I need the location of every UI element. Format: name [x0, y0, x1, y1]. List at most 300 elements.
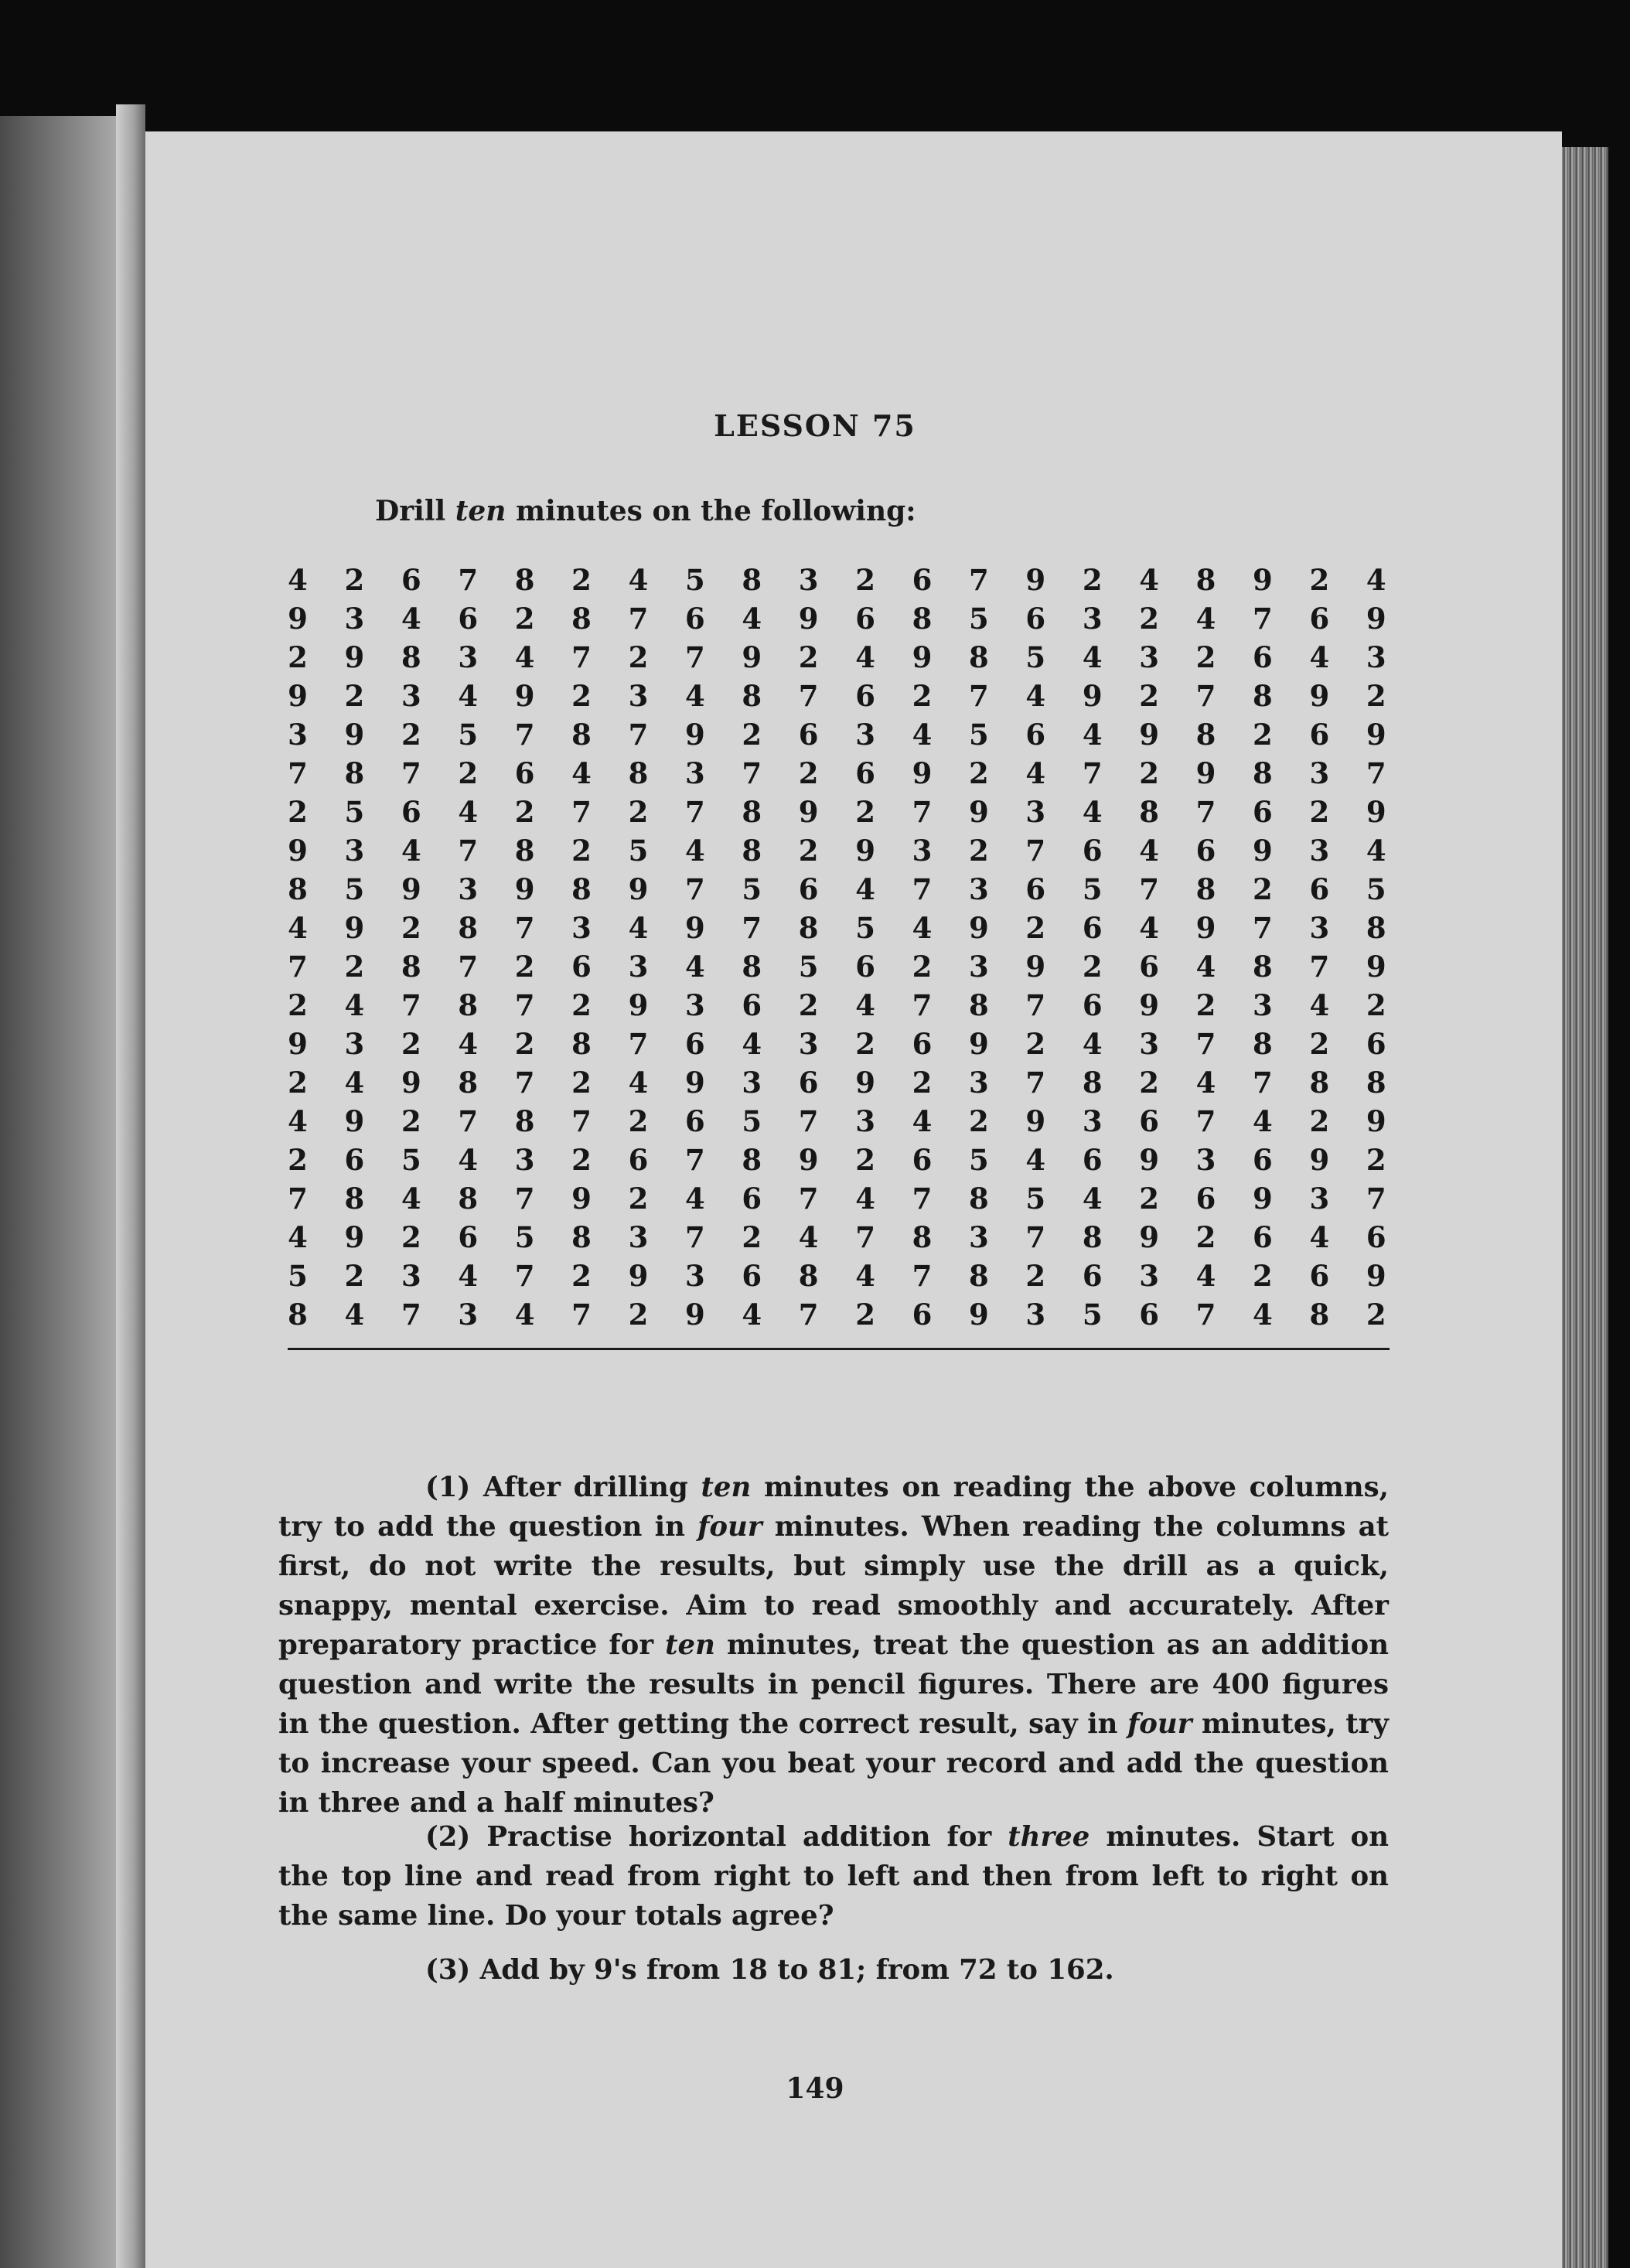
digit-cell: 9	[1366, 718, 1386, 752]
digit-cell: 9	[684, 1066, 705, 1100]
digit-cell: 8	[742, 679, 762, 713]
digit-cell: 2	[1366, 988, 1386, 1022]
digit-cell: 6	[401, 563, 421, 597]
digit-cell: 5	[344, 795, 365, 829]
p2-emphasis-1: three	[1008, 1821, 1090, 1853]
digit-cell: 7	[912, 1182, 933, 1216]
digit-cell: 3	[344, 834, 365, 868]
digit-row	[275, 1063, 1400, 1102]
digit-cell: 6	[1309, 872, 1330, 906]
digit-cell: 7	[571, 795, 592, 829]
digit-cell: 2	[798, 640, 819, 674]
digit-cell: 8	[458, 988, 479, 1022]
digit-cell: 5	[458, 718, 479, 752]
digit-cell: 8	[969, 988, 989, 1022]
digit-cell: 4	[1366, 834, 1386, 868]
digit-cell: 3	[344, 1027, 365, 1061]
digit-cell: 3	[628, 950, 649, 984]
digit-cell: 8	[458, 1182, 479, 1216]
digit-cell: 8	[1082, 1066, 1103, 1100]
digit-cell: 4	[1025, 1143, 1046, 1177]
digit-cell: 4	[855, 1182, 875, 1216]
digit-cell: 4	[401, 1182, 421, 1216]
p2-text-1: Practise horizontal addition for	[470, 1821, 1008, 1853]
digit-cell: 8	[742, 834, 762, 868]
digit-cell: 4	[571, 756, 592, 790]
digit-cell: 9	[628, 988, 649, 1022]
digit-cell: 2	[1195, 1220, 1216, 1254]
digit-cell: 8	[1195, 872, 1216, 906]
digit-cell: 2	[401, 1104, 421, 1138]
digit-cell: 7	[1253, 911, 1273, 945]
digit-cell: 7	[969, 679, 989, 713]
digit-cell: 3	[1195, 1143, 1216, 1177]
exercise-paragraph-2	[278, 1817, 1389, 1935]
digit-row	[275, 1257, 1400, 1295]
digit-cell: 7	[912, 872, 933, 906]
digit-cell: 2	[1139, 602, 1159, 636]
digit-cell: 6	[742, 1259, 762, 1293]
drill-instruction	[375, 495, 916, 527]
digit-cell: 5	[969, 1143, 989, 1177]
digit-cell: 2	[514, 602, 535, 636]
digit-cell: 2	[798, 756, 819, 790]
digit-cell: 8	[458, 911, 479, 945]
digit-cell: 9	[912, 640, 933, 674]
digit-cell: 7	[1025, 834, 1046, 868]
digit-cell: 2	[571, 834, 592, 868]
digit-cell: 4	[1253, 1104, 1273, 1138]
digit-cell: 4	[855, 640, 875, 674]
digit-cell: 5	[969, 718, 989, 752]
digit-cell: 2	[855, 1298, 875, 1332]
digit-cell: 2	[1025, 911, 1046, 945]
digit-cell: 8	[1082, 1220, 1103, 1254]
digit-cell: 7	[288, 1182, 308, 1216]
digit-cell: 2	[855, 795, 875, 829]
digit-cell: 7	[1195, 795, 1216, 829]
digit-cell: 9	[288, 834, 308, 868]
digit-cell: 8	[798, 1259, 819, 1293]
digit-cell: 6	[1253, 795, 1273, 829]
digit-cell: 2	[855, 563, 875, 597]
digit-cell: 9	[1253, 834, 1273, 868]
digit-cell: 7	[969, 563, 989, 597]
digit-cell: 5	[1025, 1182, 1046, 1216]
digit-cell: 8	[912, 602, 933, 636]
digit-cell: 8	[288, 872, 308, 906]
digit-cell: 4	[855, 1259, 875, 1293]
digit-cell: 2	[969, 756, 989, 790]
digit-row	[275, 1218, 1400, 1257]
digit-cell: 4	[1139, 834, 1159, 868]
digit-cell: 9	[1366, 602, 1386, 636]
digit-cell: 2	[571, 988, 592, 1022]
digit-cell: 3	[969, 1220, 989, 1254]
digit-cell: 2	[571, 1066, 592, 1100]
digit-cell: 9	[288, 602, 308, 636]
digit-cell: 9	[1366, 950, 1386, 984]
digit-cell: 6	[912, 1298, 933, 1332]
digit-cell: 7	[1025, 988, 1046, 1022]
digit-cell: 7	[401, 756, 421, 790]
digit-cell: 8	[514, 563, 535, 597]
digit-cell: 2	[1025, 1259, 1046, 1293]
digit-cell: 2	[628, 640, 649, 674]
digit-row	[275, 754, 1400, 793]
digit-cell: 4	[684, 679, 705, 713]
digit-cell: 6	[1253, 1220, 1273, 1254]
digit-cell: 4	[458, 1027, 479, 1061]
digit-cell: 5	[684, 563, 705, 597]
digit-cell: 7	[1025, 1066, 1046, 1100]
digit-cell: 6	[798, 872, 819, 906]
digit-cell: 9	[1253, 563, 1273, 597]
digit-row	[275, 1141, 1400, 1179]
digit-cell: 4	[1025, 756, 1046, 790]
digit-cell: 4	[1253, 1298, 1273, 1332]
digit-cell: 6	[855, 950, 875, 984]
digit-row	[275, 1102, 1400, 1141]
digit-cell: 7	[912, 795, 933, 829]
digit-cell: 5	[1025, 640, 1046, 674]
digit-cell: 6	[1139, 950, 1159, 984]
digit-cell: 8	[1253, 679, 1273, 713]
digit-cell: 3	[969, 1066, 989, 1100]
digit-cell: 4	[1195, 602, 1216, 636]
digit-cell: 9	[628, 1259, 649, 1293]
digit-cell: 5	[969, 602, 989, 636]
digit-cell: 8	[571, 718, 592, 752]
digit-cell: 4	[684, 950, 705, 984]
digit-cell: 7	[514, 718, 535, 752]
digit-row	[275, 870, 1400, 909]
digit-cell: 2	[798, 834, 819, 868]
digit-cell: 3	[571, 911, 592, 945]
instruction-emphasis: ten	[455, 495, 506, 527]
digit-cell: 7	[1309, 950, 1330, 984]
digit-cell: 8	[742, 1143, 762, 1177]
digit-cell: 2	[1253, 718, 1273, 752]
digit-cell: 9	[288, 679, 308, 713]
digit-cell: 7	[912, 988, 933, 1022]
digit-cell: 2	[1309, 795, 1330, 829]
digit-cell: 7	[514, 911, 535, 945]
digit-cell: 4	[288, 1104, 308, 1138]
digit-cell: 2	[628, 1182, 649, 1216]
digit-cell: 7	[798, 1298, 819, 1332]
digit-cell: 7	[1195, 1298, 1216, 1332]
digit-cell: 9	[628, 872, 649, 906]
digit-cell: 9	[798, 602, 819, 636]
digit-cell: 4	[1082, 1182, 1103, 1216]
digit-cell: 7	[628, 718, 649, 752]
digit-cell: 6	[1366, 1220, 1386, 1254]
digit-cell: 6	[1082, 1143, 1103, 1177]
digit-cell: 9	[1025, 563, 1046, 597]
digit-cell: 9	[1139, 1220, 1159, 1254]
digit-cell: 4	[1139, 563, 1159, 597]
digit-cell: 9	[344, 911, 365, 945]
digit-cell: 2	[628, 1104, 649, 1138]
digit-cell: 4	[628, 911, 649, 945]
digit-cell: 7	[458, 563, 479, 597]
digit-cell: 8	[514, 1104, 535, 1138]
digit-cell: 7	[514, 1066, 535, 1100]
digit-cell: 2	[742, 1220, 762, 1254]
digit-cell: 8	[571, 1220, 592, 1254]
digit-cell: 2	[288, 1143, 308, 1177]
digit-cell: 8	[969, 1182, 989, 1216]
digit-cell: 4	[1195, 950, 1216, 984]
exercise-label-1: (1)	[425, 1472, 471, 1503]
digit-cell: 4	[288, 1220, 308, 1254]
digit-cell: 6	[912, 563, 933, 597]
digit-cell: 4	[855, 988, 875, 1022]
digit-cell: 9	[1139, 988, 1159, 1022]
digit-cell: 3	[1139, 640, 1159, 674]
digit-cell: 4	[628, 563, 649, 597]
digit-cell: 6	[684, 1027, 705, 1061]
digit-cell: 7	[1253, 1066, 1273, 1100]
digit-cell: 9	[969, 911, 989, 945]
digit-cell: 8	[571, 602, 592, 636]
digit-cell: 2	[1366, 679, 1386, 713]
digit-cell: 2	[401, 1027, 421, 1061]
digit-cell: 8	[628, 756, 649, 790]
digit-cell: 7	[798, 1182, 819, 1216]
digit-cell: 3	[344, 602, 365, 636]
digit-cell: 6	[798, 1066, 819, 1100]
digit-cell: 2	[571, 563, 592, 597]
digit-cell: 4	[1309, 988, 1330, 1022]
digit-cell: 3	[684, 1259, 705, 1293]
exercise-label-2: (2)	[425, 1821, 471, 1853]
digit-cell: 3	[1253, 988, 1273, 1022]
p1-emphasis-2: four	[697, 1511, 762, 1543]
digit-cell: 4	[401, 834, 421, 868]
digit-cell: 6	[684, 602, 705, 636]
digit-cell: 6	[912, 1143, 933, 1177]
digit-cell: 7	[1082, 756, 1103, 790]
digit-cell: 7	[1366, 756, 1386, 790]
digit-cell: 2	[288, 988, 308, 1022]
digit-cell: 3	[855, 1104, 875, 1138]
digit-cell: 9	[855, 834, 875, 868]
digit-cell: 4	[742, 1027, 762, 1061]
digit-cell: 2	[1139, 1182, 1159, 1216]
digit-cell: 6	[1082, 1259, 1103, 1293]
digit-cell: 2	[288, 1066, 308, 1100]
digit-cell: 9	[514, 872, 535, 906]
digit-cell: 4	[458, 1259, 479, 1293]
p3-text-1: Add by 9's from 18 to 81; from 72 to 162.	[470, 1954, 1114, 1986]
digit-cell: 2	[969, 834, 989, 868]
digit-cell: 6	[1082, 911, 1103, 945]
digit-cell: 7	[1253, 602, 1273, 636]
digit-cell: 6	[1309, 718, 1330, 752]
digit-cell: 7	[742, 756, 762, 790]
digit-cell: 5	[628, 834, 649, 868]
digit-cell: 2	[912, 950, 933, 984]
digit-cell: 7	[458, 834, 479, 868]
digit-cell: 5	[742, 1104, 762, 1138]
digit-cell: 6	[1253, 1143, 1273, 1177]
digit-cell: 2	[571, 679, 592, 713]
digit-cell: 9	[344, 1220, 365, 1254]
digit-cell: 2	[288, 795, 308, 829]
digit-cell: 6	[798, 718, 819, 752]
digit-cell: 3	[1082, 602, 1103, 636]
digit-cell: 6	[401, 795, 421, 829]
digit-cell: 3	[628, 679, 649, 713]
digit-cell: 8	[969, 640, 989, 674]
digit-cell: 2	[1195, 640, 1216, 674]
digit-cell: 4	[684, 834, 705, 868]
digit-cell: 2	[1253, 1259, 1273, 1293]
digit-cell: 2	[344, 679, 365, 713]
digit-row	[275, 599, 1400, 638]
digit-cell: 9	[969, 795, 989, 829]
p1-emphasis-1: ten	[701, 1472, 752, 1503]
digit-cell: 5	[798, 950, 819, 984]
digit-cell: 6	[344, 1143, 365, 1177]
digit-cell: 6	[855, 756, 875, 790]
digit-cell: 9	[1366, 795, 1386, 829]
digit-cell: 4	[1195, 1066, 1216, 1100]
digit-cell: 9	[514, 679, 535, 713]
digit-cell: 8	[288, 1298, 308, 1332]
digit-cell: 2	[1082, 950, 1103, 984]
digit-cell: 3	[1309, 756, 1330, 790]
digit-cell: 9	[684, 911, 705, 945]
digit-cell: 3	[1309, 1182, 1330, 1216]
digit-cell: 7	[628, 1027, 649, 1061]
instruction-text-start: Drill	[375, 495, 455, 527]
digit-cell: 4	[1082, 718, 1103, 752]
digit-cell: 8	[742, 563, 762, 597]
digit-cell: 6	[571, 950, 592, 984]
digit-cell: 2	[1195, 988, 1216, 1022]
digit-cell: 4	[288, 563, 308, 597]
digit-cell: 9	[344, 718, 365, 752]
digit-cell: 7	[684, 640, 705, 674]
digit-cell: 3	[1139, 1027, 1159, 1061]
digit-cell: 8	[969, 1259, 989, 1293]
digit-cell: 4	[1025, 679, 1046, 713]
digit-cell: 9	[1139, 1143, 1159, 1177]
digit-cell: 5	[514, 1220, 535, 1254]
digit-cell: 7	[1195, 679, 1216, 713]
digit-cell: 4	[1082, 795, 1103, 829]
digit-cell: 2	[798, 988, 819, 1022]
digit-cell: 3	[798, 1027, 819, 1061]
digit-cell: 3	[288, 718, 308, 752]
digit-cell: 9	[571, 1182, 592, 1216]
digit-cell: 2	[1139, 679, 1159, 713]
digit-cell: 9	[742, 640, 762, 674]
digit-cell: 8	[1366, 911, 1386, 945]
digit-cell: 2	[1309, 563, 1330, 597]
exercise-label-3: (3)	[425, 1954, 471, 1986]
digit-cell: 6	[1253, 640, 1273, 674]
digit-cell: 3	[1082, 1104, 1103, 1138]
digit-cell: 2	[1253, 872, 1273, 906]
digit-cell: 9	[1025, 1104, 1046, 1138]
digit-cell: 7	[855, 1220, 875, 1254]
p1-emphasis-4: four	[1127, 1708, 1192, 1740]
digit-cell: 4	[344, 1066, 365, 1100]
digit-cell: 9	[684, 718, 705, 752]
digit-cell: 5	[1366, 872, 1386, 906]
digit-cell: 4	[344, 1298, 365, 1332]
instruction-text-end: minutes on the following:	[506, 495, 916, 527]
digit-cell: 3	[855, 718, 875, 752]
digit-cell: 2	[855, 1027, 875, 1061]
digit-cell: 8	[1195, 718, 1216, 752]
digit-cell: 3	[401, 1259, 421, 1293]
digit-cell: 7	[1195, 1027, 1216, 1061]
digit-cell: 8	[1309, 1066, 1330, 1100]
digit-cell: 5	[742, 872, 762, 906]
digit-cell: 5	[855, 911, 875, 945]
digit-cell: 9	[1025, 950, 1046, 984]
digit-cell: 7	[684, 1220, 705, 1254]
digit-cell: 4	[1309, 640, 1330, 674]
digit-cell: 4	[401, 602, 421, 636]
digit-cell: 8	[458, 1066, 479, 1100]
digit-cell: 8	[1195, 563, 1216, 597]
digit-cell: 2	[1366, 1298, 1386, 1332]
digit-cell: 7	[1366, 1182, 1386, 1216]
digit-row	[275, 561, 1400, 599]
digit-cell: 9	[969, 1027, 989, 1061]
digit-cell: 7	[288, 756, 308, 790]
digit-cell: 6	[1139, 1104, 1159, 1138]
digit-cell: 9	[684, 1298, 705, 1332]
digit-cell: 4	[912, 911, 933, 945]
digit-cell: 3	[514, 1143, 535, 1177]
digit-cell: 5	[288, 1259, 308, 1293]
digit-cell: 8	[1253, 1027, 1273, 1061]
digit-row	[275, 715, 1400, 754]
digit-cell: 7	[514, 988, 535, 1022]
digit-cell: 6	[742, 988, 762, 1022]
digit-row	[275, 1025, 1400, 1063]
digit-cell: 2	[514, 950, 535, 984]
digit-cell: 7	[458, 1104, 479, 1138]
digit-cell: 2	[344, 563, 365, 597]
digit-cell: 2	[288, 640, 308, 674]
digit-row	[275, 909, 1400, 947]
digit-cell: 7	[628, 602, 649, 636]
digit-cell: 8	[912, 1220, 933, 1254]
digit-cell: 2	[855, 1143, 875, 1177]
digit-cell: 4	[684, 1182, 705, 1216]
digit-cell: 6	[458, 602, 479, 636]
digit-cell: 2	[401, 911, 421, 945]
page-stack-edge	[1562, 147, 1608, 2268]
digit-cell: 9	[401, 1066, 421, 1100]
digit-cell: 9	[1309, 1143, 1330, 1177]
digit-cell: 8	[1309, 1298, 1330, 1332]
digit-cell: 9	[798, 795, 819, 829]
digit-cell: 6	[1082, 834, 1103, 868]
digit-cell: 8	[1253, 756, 1273, 790]
digit-cell: 2	[401, 718, 421, 752]
digit-cell: 4	[798, 1220, 819, 1254]
digit-cell: 3	[798, 563, 819, 597]
